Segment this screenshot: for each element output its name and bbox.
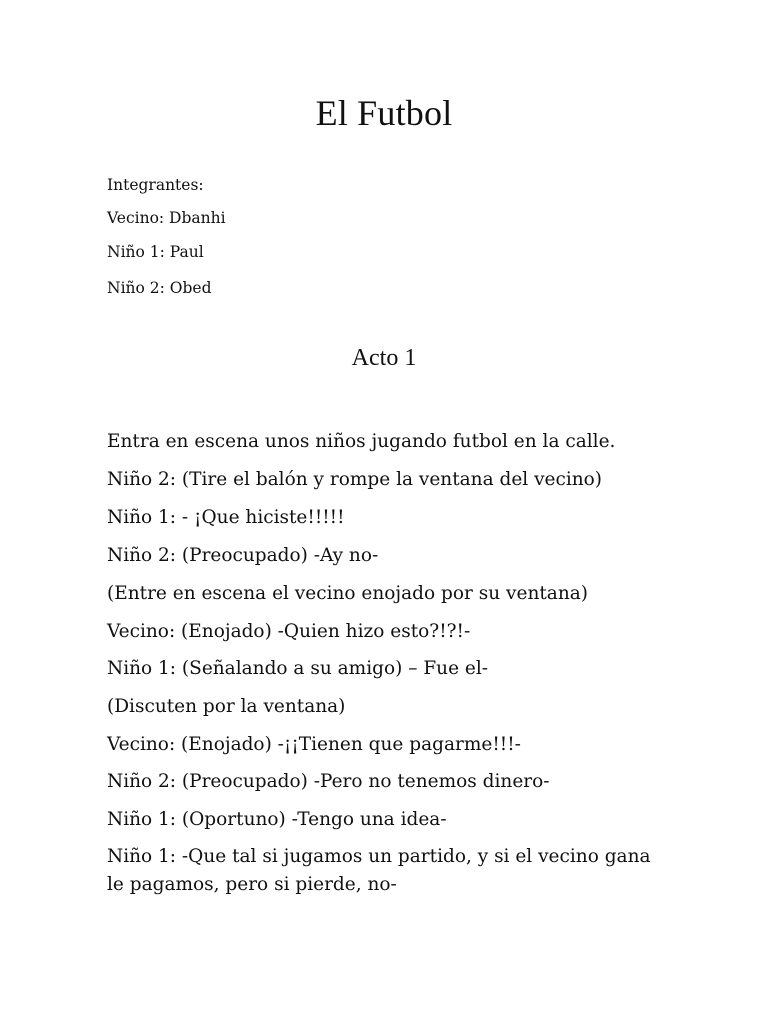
- script-line: Vecino: (Enojado) -Quien hizo esto?!?!-: [107, 621, 471, 642]
- act-heading: Acto 1: [351, 345, 417, 371]
- script-line: Entra en escena unos niños jugando futbol en la calle.: [107, 431, 616, 452]
- script-line: Niño 1: - ¡Que hiciste!!!!!: [107, 507, 345, 528]
- members-heading: Integrantes:: [107, 176, 204, 194]
- script-line: Niño 2: (Preocupado) -Ay no-: [107, 545, 379, 566]
- script-line: Niño 2: (Preocupado) -Pero no tenemos dinero-: [107, 771, 550, 792]
- document-title: El Futbol: [315, 93, 453, 133]
- script-line: Niño 1: (Oportuno) -Tengo una idea-: [107, 809, 447, 830]
- member-line: Vecino: Dbanhi: [107, 209, 226, 227]
- script-line: Niño 1: -Que tal si jugamos un partido, y si el vecino gana le pagamos, pero si pierde, no-: [107, 846, 651, 895]
- member-line: Niño 1: Paul: [107, 243, 204, 261]
- script-line: (Entre en escena el vecino enojado por su ventana): [107, 583, 588, 604]
- member-line: Niño 2: Obed: [107, 279, 212, 297]
- script-line: Niño 1: (Señalando a su amigo) – Fue el-: [107, 658, 489, 679]
- script-line: Niño 2: (Tire el balón y rompe la ventana del vecino): [107, 469, 603, 490]
- script-line: (Discuten por la ventana): [107, 696, 346, 717]
- script-line: Vecino: (Enojado) -¡¡Tienen que pagarme!!!-: [107, 734, 521, 755]
